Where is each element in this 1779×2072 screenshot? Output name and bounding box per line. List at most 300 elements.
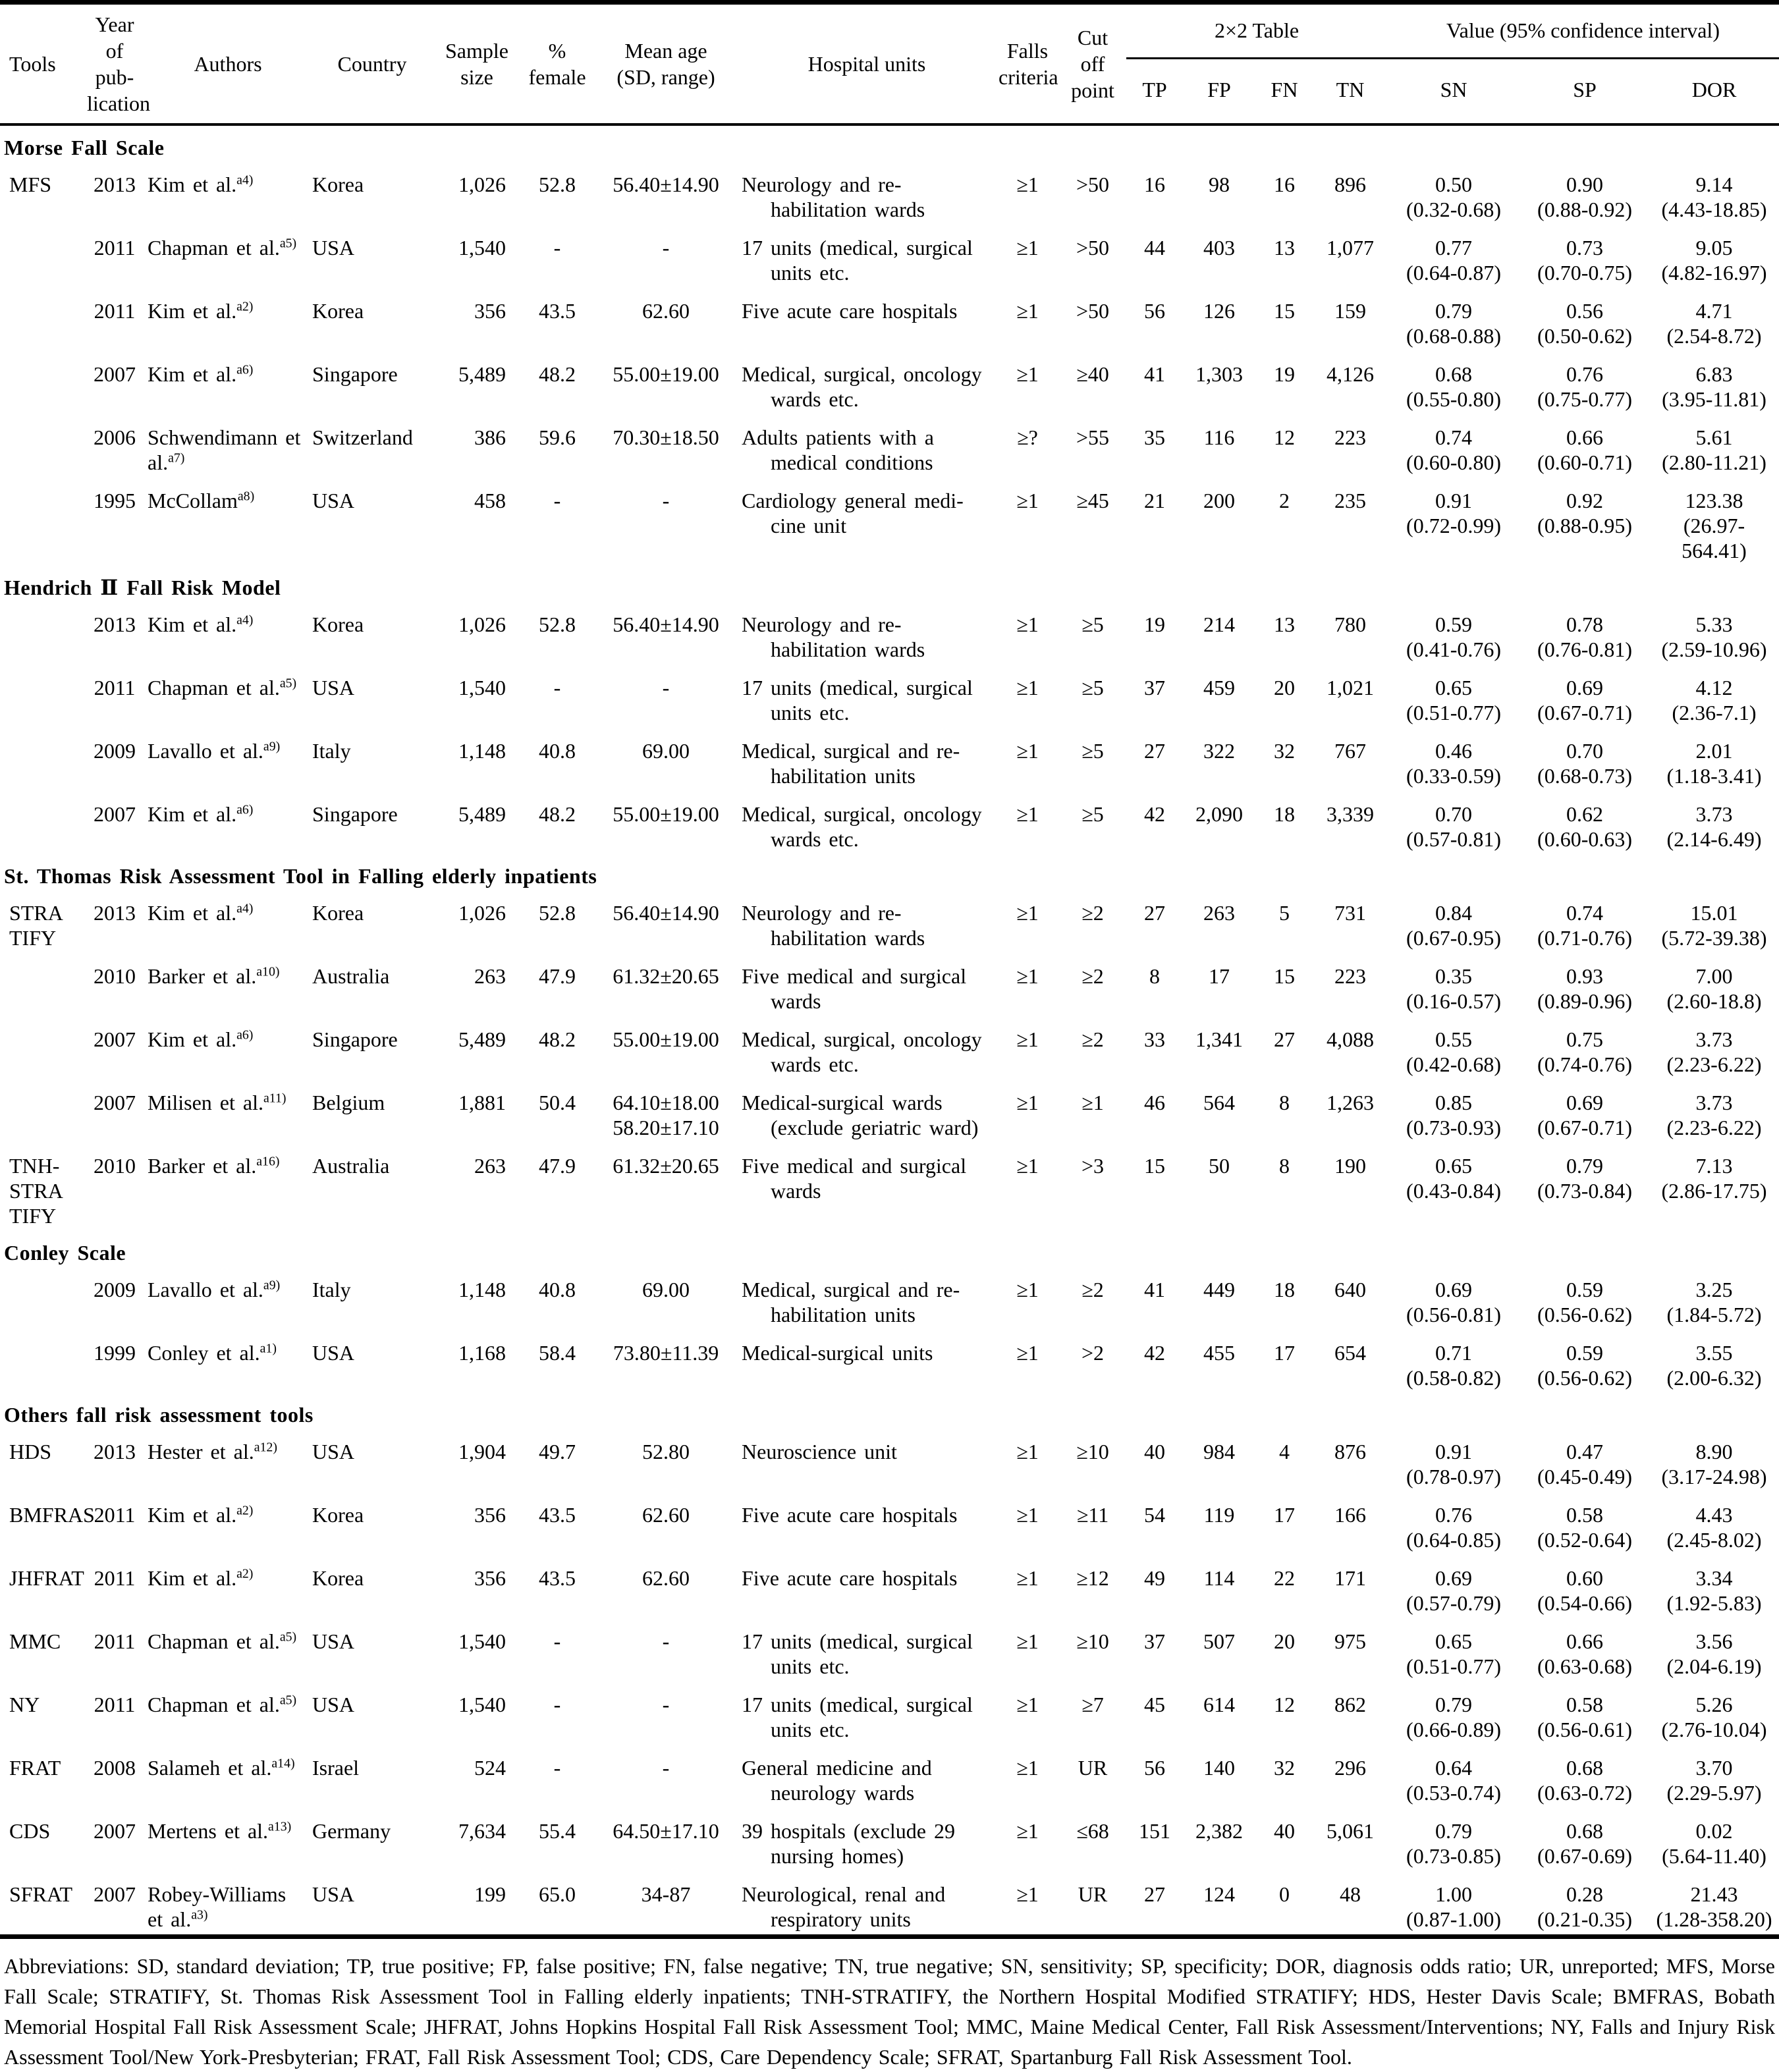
cell-dor: 3.73 (2.23-6.22) [1666, 1027, 1762, 1076]
reference-superscript: a5) [279, 1629, 297, 1645]
table-row [0, 1618, 1779, 1681]
cell-country: USA [312, 1882, 355, 1906]
reference-superscript: a11) [263, 1091, 287, 1106]
cell-country: Germany [312, 1819, 391, 1843]
cell-year: 2011 [94, 1629, 136, 1653]
cell-tn: 1,077 [1327, 236, 1374, 259]
table-row [0, 225, 1779, 288]
cell-mean-age: 34-87 [641, 1882, 691, 1906]
cell-mean-age: - [662, 676, 670, 699]
cell-country: Korea [312, 173, 364, 196]
cell-falls-criteria: ≥1 [1016, 299, 1039, 323]
cell-falls-criteria: ≥1 [1016, 1278, 1039, 1301]
reference-superscript: a13) [268, 1819, 292, 1834]
cell-percent-female: 43.5 [539, 299, 576, 323]
cell-dor: 3.55 (2.00-6.32) [1666, 1341, 1762, 1390]
reference-superscript: a9) [263, 739, 281, 754]
cell-sp: 0.47 (0.45-0.49) [1537, 1440, 1632, 1488]
cell-mean-age: - [662, 489, 670, 512]
cell-authors: Salameh et al.$^{a14)}$ [148, 1756, 295, 1780]
cell-fp: 1,341 [1195, 1027, 1243, 1051]
cell-dor: 8.90 (3.17-24.98) [1661, 1440, 1767, 1488]
cell-cutoff-point: ≥7 [1081, 1693, 1104, 1716]
cell-sp: 0.73 (0.70-0.75) [1537, 236, 1632, 285]
section-title: Others fall risk assessment tools [4, 1403, 314, 1427]
table-row [0, 161, 1779, 225]
cell-fp: 116 [1203, 425, 1235, 449]
cell-year: 1995 [94, 489, 136, 512]
cell-cutoff-point: >3 [1081, 1154, 1105, 1178]
cell-country: Australia [312, 1154, 390, 1178]
cell-tn: 3,339 [1327, 802, 1374, 826]
cell-sp: 0.68 (0.63-0.72) [1537, 1756, 1632, 1805]
cell-cutoff-point: >50 [1076, 299, 1110, 323]
cell-authors: Kim et al.$^{a2)}$ [148, 1503, 254, 1527]
table-row [0, 1267, 1779, 1330]
reference-superscript: a7) [168, 450, 185, 466]
cell-dor: 7.00 (2.60-18.8) [1666, 964, 1762, 1013]
cell-dor: 3.73 (2.14-6.49) [1666, 802, 1762, 851]
cell-sn: 0.79 (0.66-0.89) [1406, 1693, 1501, 1741]
cell-country: USA [312, 489, 355, 512]
cell-mean-age: 62.60 [642, 1566, 690, 1590]
cell-tn: 223 [1334, 425, 1366, 449]
cell-dor: 3.70 (2.29-5.97) [1666, 1756, 1762, 1805]
cell-tp: 54 [1144, 1503, 1165, 1527]
table-row [0, 1492, 1779, 1555]
reference-superscript: a9) [263, 1278, 281, 1293]
cell-sample-size: 1,540 [458, 676, 506, 699]
cell-sp: 0.58 (0.56-0.61) [1537, 1693, 1632, 1741]
cell-country: Italy [312, 739, 351, 763]
cell-year: 2007 [94, 1819, 136, 1843]
cell-cutoff-point: ≥5 [1081, 802, 1104, 826]
cell-sp: 0.93 (0.89-0.96) [1537, 964, 1632, 1013]
cell-cutoff-point: ≥11 [1076, 1503, 1109, 1527]
cell-fp: 984 [1203, 1440, 1235, 1463]
cell-fp: 449 [1203, 1278, 1235, 1301]
cell-fp: 126 [1203, 299, 1235, 323]
cell-tn: 296 [1334, 1756, 1366, 1780]
cell-tn: 235 [1334, 489, 1366, 512]
cell-tp: 41 [1144, 362, 1165, 386]
table-row [0, 791, 1779, 854]
cell-sn: 0.69 (0.57-0.79) [1406, 1566, 1501, 1615]
cell-tool: MMC [9, 1629, 61, 1653]
cell-mean-age: 56.40±14.90 [613, 173, 719, 196]
cell-tn: 780 [1334, 613, 1366, 636]
cell-sp: 0.28 (0.21-0.35) [1537, 1882, 1632, 1931]
col-header-fn: FN [1271, 77, 1298, 101]
cell-sample-size: 524 [474, 1756, 506, 1780]
cell-country: USA [312, 676, 355, 699]
cell-tool [0, 414, 84, 477]
cell-fp: 614 [1203, 1693, 1235, 1716]
cell-fn: 8 [1279, 1091, 1290, 1114]
cell-tool: HDS [9, 1440, 52, 1463]
cell-fn: 12 [1274, 425, 1295, 449]
cell-tool [0, 288, 84, 351]
cell-hospital-units: Medical-surgical wards (exclude geriatric ward) [742, 1091, 979, 1139]
cell-authors: Chapman et al.$^{a5)}$ [148, 236, 297, 259]
cell-falls-criteria: ≥1 [1016, 613, 1039, 636]
cell-tn: 1,263 [1327, 1091, 1374, 1114]
cell-authors: Lavallo et al.$^{a9)}$ [148, 1278, 281, 1301]
cell-tool: FRAT [9, 1756, 61, 1780]
cell-sn: 0.35 (0.16-0.57) [1406, 964, 1501, 1013]
section-row [0, 566, 1779, 601]
cell-sample-size: 458 [474, 489, 506, 512]
cell-sp: 0.90 (0.88-0.92) [1537, 173, 1632, 221]
cell-sp: 0.75 (0.74-0.76) [1537, 1027, 1632, 1076]
cell-mean-age: 70.30±18.50 [613, 425, 719, 449]
cell-fn: 0 [1279, 1882, 1290, 1906]
cell-fn: 12 [1274, 1693, 1295, 1716]
cell-sn: 0.85 (0.73-0.93) [1406, 1091, 1501, 1139]
cell-year: 1999 [94, 1341, 136, 1365]
cell-sample-size: 1,168 [458, 1341, 506, 1365]
cell-hospital-units: Medical, surgical, oncology wards etc. [742, 802, 982, 851]
cell-percent-female: 43.5 [539, 1566, 576, 1590]
cell-cutoff-point: >50 [1076, 173, 1110, 196]
cell-sample-size: 1,026 [458, 901, 506, 925]
cell-cutoff-point: ≥2 [1081, 964, 1104, 988]
cell-cutoff-point: >50 [1076, 236, 1110, 259]
table-row [0, 1871, 1779, 1937]
cell-country: USA [312, 236, 355, 259]
cell-dor: 4.71 (2.54-8.72) [1666, 299, 1762, 348]
cell-tp: 15 [1144, 1154, 1165, 1178]
cell-dor: 9.05 (4.82-16.97) [1661, 236, 1767, 285]
cell-mean-age: 64.50±17.10 [613, 1819, 719, 1843]
cell-sn: 0.74 (0.60-0.80) [1406, 425, 1501, 474]
col-header-hospital-units: Hospital units [807, 52, 926, 76]
cell-tp: 46 [1144, 1091, 1165, 1114]
cell-sp: 0.59 (0.56-0.62) [1537, 1341, 1632, 1390]
cell-percent-female: 52.8 [539, 613, 576, 636]
cell-sample-size: 5,489 [458, 1027, 506, 1051]
cell-tool [0, 477, 84, 566]
cell-hospital-units: Medical, surgical and re- habilitation units [742, 739, 960, 788]
cell-sp: 0.60 (0.54-0.66) [1537, 1566, 1632, 1615]
cell-tn: 975 [1334, 1629, 1366, 1653]
cell-sample-size: 356 [474, 1503, 506, 1527]
cell-dor: 3.56 (2.04-6.19) [1666, 1629, 1762, 1678]
cell-hospital-units: Five acute care hospitals [742, 299, 958, 323]
cell-mean-age: 56.40±14.90 [613, 901, 719, 925]
cell-fn: 32 [1274, 739, 1295, 763]
table-row [0, 477, 1779, 566]
cell-year: 2013 [94, 901, 136, 925]
cell-authors: Schwendimann et al.$^{a7)}$ [148, 425, 301, 474]
cell-mean-age: - [662, 1629, 670, 1653]
cell-authors: McCollam$^{a8)}$ [148, 489, 255, 512]
cell-fn: 5 [1279, 901, 1290, 925]
cell-cutoff-point: ≤68 [1076, 1819, 1109, 1843]
cell-authors: Kim et al.$^{a4)}$ [148, 613, 254, 636]
cell-country: Korea [312, 1566, 364, 1590]
cell-fp: 214 [1203, 613, 1235, 636]
cell-percent-female: 58.4 [539, 1341, 576, 1365]
cell-percent-female: 52.8 [539, 173, 576, 196]
reference-superscript: a6) [236, 1027, 254, 1043]
cell-fp: 1,303 [1195, 362, 1243, 386]
cell-year: 2009 [94, 1278, 136, 1301]
cell-percent-female: 59.6 [539, 425, 576, 449]
table-row [0, 288, 1779, 351]
footnote: Abbreviations: SD, standard deviation; TP, true positive; FP, false positive; FN, false negative; TN, true negative; SN, sensitivity; SP, specificity; DOR, diagnosis odds ratio; UR, unreported; MFS, Morse Fall Scale; STRATIFY, St. Thomas Risk Assessment Tool in Falling elderly inpatients; TNH-STRATIFY, the Northern Hospital Modified STRATIFY; HDS, Hester Davis Scale; BMFRAS, Bobath Memorial Hospital Fall Risk Assessment Scale; JHFRAT, Johns Hopkins Hospital Fall Risk Assessment Tool; MMC, Maine Medical Center, Fall Risk Assessment/Interventions; NY, Falls and Injury Risk Assessment Tool/New York-Presbyterian; FRAT, Fall Risk Assessment Tool; CDS, Care Dependency Scale; SFRAT, Spartanburg Fall Risk Assessment Tool. [4, 1954, 1775, 2069]
cell-sn: 0.69 (0.56-0.81) [1406, 1278, 1501, 1326]
col-header-cutoff-point: Cut off point [1071, 26, 1114, 102]
cell-fp: 119 [1203, 1503, 1235, 1527]
cell-authors: Kim et al.$^{a4)}$ [148, 901, 254, 925]
cell-tn: 654 [1334, 1341, 1366, 1365]
cell-falls-criteria: ≥1 [1016, 964, 1039, 988]
cell-dor: 5.33 (2.59-10.96) [1661, 613, 1767, 661]
cell-fn: 17 [1274, 1341, 1295, 1365]
cell-authors: Milisen et al.$^{a11)}$ [148, 1091, 287, 1114]
cell-year: 2013 [94, 613, 136, 636]
cell-tp: 41 [1144, 1278, 1165, 1301]
cell-falls-criteria: ≥1 [1016, 1566, 1039, 1590]
cell-tool: SFRAT [9, 1882, 73, 1906]
cell-sample-size: 356 [474, 1566, 506, 1590]
cell-dor: 3.34 (1.92-5.83) [1666, 1566, 1762, 1615]
cell-year: 2010 [94, 964, 136, 988]
cell-year: 2011 [94, 1566, 136, 1590]
cell-cutoff-point: UR [1078, 1756, 1108, 1780]
cell-tn: 640 [1334, 1278, 1366, 1301]
cell-sn: 0.65 (0.43-0.84) [1406, 1154, 1501, 1203]
cell-sample-size: 1,148 [458, 1278, 506, 1301]
cell-cutoff-point: ≥5 [1081, 739, 1104, 763]
cell-tp: 45 [1144, 1693, 1165, 1716]
cell-percent-female: 48.2 [539, 1027, 576, 1051]
cell-mean-age: 61.32±20.65 [613, 1154, 719, 1178]
cell-cutoff-point: ≥40 [1076, 362, 1109, 386]
cell-hospital-units: Medical, surgical, oncology wards etc. [742, 1027, 982, 1076]
cell-sample-size: 1,026 [458, 173, 506, 196]
reference-superscript: a4) [236, 173, 254, 188]
cell-tp: 37 [1144, 676, 1165, 699]
cell-fn: 17 [1274, 1503, 1295, 1527]
cell-year: 2007 [94, 362, 136, 386]
cell-fn: 18 [1274, 802, 1295, 826]
cell-hospital-units: Five medical and surgical wards [742, 1154, 967, 1203]
col-header-country: Country [337, 52, 407, 76]
cell-tn: 876 [1334, 1440, 1366, 1463]
cell-fp: 200 [1203, 489, 1235, 512]
cell-hospital-units: Cardiology general medi- cine unit [742, 489, 964, 537]
cell-tool [0, 225, 84, 288]
cell-tp: 56 [1144, 1756, 1165, 1780]
cell-tool: BMFRAS [9, 1503, 95, 1527]
cell-falls-criteria: ≥1 [1016, 1819, 1039, 1843]
cell-sample-size: 5,489 [458, 802, 506, 826]
cell-year: 2011 [94, 236, 136, 259]
cell-tp: 21 [1144, 489, 1165, 512]
reference-superscript: a14) [271, 1756, 295, 1771]
cell-sample-size: 1,540 [458, 236, 506, 259]
cell-year: 2007 [94, 1027, 136, 1051]
cell-country: Korea [312, 901, 364, 925]
cell-country: USA [312, 1341, 355, 1365]
cell-cutoff-point: ≥1 [1081, 1091, 1104, 1114]
cell-sample-size: 263 [474, 1154, 506, 1178]
cell-year: 2008 [94, 1756, 136, 1780]
cell-tool [0, 1330, 84, 1393]
table-row [0, 1555, 1779, 1618]
section-row [0, 1231, 1779, 1267]
cell-fp: 403 [1203, 236, 1235, 259]
cell-tp: 27 [1144, 1882, 1165, 1906]
cell-authors: Kim et al.$^{a6)}$ [148, 1027, 254, 1051]
cell-fp: 124 [1203, 1882, 1235, 1906]
cell-sample-size: 1,904 [458, 1440, 506, 1463]
cell-dor: 6.83 (3.95-11.81) [1662, 362, 1766, 411]
reference-superscript: a2) [236, 1503, 254, 1518]
cell-fn: 20 [1274, 676, 1295, 699]
cell-tool [0, 601, 84, 665]
cell-tn: 896 [1334, 173, 1366, 196]
cell-year: 2007 [94, 802, 136, 826]
cell-sn: 0.71 (0.58-0.82) [1406, 1341, 1501, 1390]
cell-sample-size: 1,026 [458, 613, 506, 636]
cell-fn: 13 [1274, 236, 1295, 259]
cell-dor: 4.43 (2.45-8.02) [1666, 1503, 1762, 1552]
col-header-sp: SP [1573, 77, 1597, 101]
cell-tool [0, 665, 84, 728]
cell-sn: 0.91 (0.78-0.97) [1406, 1440, 1501, 1488]
cell-mean-age: 55.00±19.00 [613, 802, 719, 826]
cell-country: Switzerland [312, 425, 413, 449]
cell-mean-age: - [662, 236, 670, 259]
cell-tp: 42 [1144, 802, 1165, 826]
col-header-tp: TP [1142, 77, 1167, 101]
cell-sp: 0.58 (0.52-0.64) [1537, 1503, 1632, 1552]
cell-fp: 2,090 [1195, 802, 1243, 826]
cell-falls-criteria: ≥1 [1016, 802, 1039, 826]
section-title: Hendrich Ⅱ Fall Risk Model [4, 576, 281, 599]
cell-country: Singapore [312, 362, 398, 386]
cell-mean-age: 61.32±20.65 [613, 964, 719, 988]
cell-sn: 0.50 (0.32-0.68) [1406, 173, 1501, 221]
reference-superscript: a8) [237, 489, 255, 504]
cell-dor: 21.43 (1.28-358.20) [1656, 1882, 1772, 1931]
cell-fp: 114 [1203, 1566, 1235, 1590]
cell-tp: 37 [1144, 1629, 1165, 1653]
table-row [0, 1079, 1779, 1143]
cell-tn: 223 [1334, 964, 1366, 988]
cell-tool [0, 1016, 84, 1079]
cell-falls-criteria: ≥1 [1016, 173, 1039, 196]
cell-fp: 17 [1209, 964, 1230, 988]
cell-cutoff-point: ≥2 [1081, 901, 1104, 925]
cell-percent-female: 55.4 [539, 1819, 576, 1843]
cell-falls-criteria: ≥? [1017, 425, 1038, 449]
cell-sn: 0.59 (0.41-0.76) [1406, 613, 1501, 661]
reference-superscript: a4) [236, 613, 254, 628]
cell-tool: STRA TIFY [9, 901, 63, 950]
cell-country: Singapore [312, 1027, 398, 1051]
table-row [0, 1745, 1779, 1808]
cell-sn: 0.64 (0.53-0.74) [1406, 1756, 1501, 1805]
cell-authors: Kim et al.$^{a2)}$ [148, 299, 254, 323]
cell-dor: 3.25 (1.84-5.72) [1666, 1278, 1762, 1326]
cell-percent-female: 47.9 [539, 964, 576, 988]
cell-fn: 4 [1279, 1440, 1290, 1463]
cell-fp: 322 [1203, 739, 1235, 763]
cell-tn: 166 [1334, 1503, 1366, 1527]
reference-superscript: a1) [260, 1341, 277, 1356]
cell-sp: 0.69 (0.67-0.71) [1537, 1091, 1632, 1139]
cell-mean-age: 56.40±14.90 [613, 613, 719, 636]
cell-sn: 0.79 (0.73-0.85) [1406, 1819, 1501, 1868]
cell-hospital-units: 17 units (medical, surgical units etc. [742, 1629, 973, 1678]
cell-tool: JHFRAT [9, 1566, 84, 1590]
cell-fn: 19 [1274, 362, 1295, 386]
section-row [0, 124, 1779, 161]
cell-sn: 1.00 (0.87-1.00) [1406, 1882, 1501, 1931]
cell-dor: 15.01 (5.72-39.38) [1661, 901, 1767, 950]
cell-dor: 9.14 (4.43-18.85) [1661, 173, 1767, 221]
cell-country: Korea [312, 613, 364, 636]
cell-year: 2013 [94, 173, 136, 196]
cell-percent-female: 43.5 [539, 1503, 576, 1527]
reference-superscript: a12) [254, 1440, 277, 1455]
cell-hospital-units: 17 units (medical, surgical units etc. [742, 236, 973, 285]
cell-tp: 33 [1144, 1027, 1165, 1051]
table-row [0, 1016, 1779, 1079]
cell-fn: 8 [1279, 1154, 1290, 1178]
table-row [0, 890, 1779, 953]
cell-country: USA [312, 1440, 355, 1463]
cell-country: Korea [312, 299, 364, 323]
cell-sample-size: 356 [474, 299, 506, 323]
cell-sn: 0.91 (0.72-0.99) [1406, 489, 1501, 537]
cell-percent-female: - [553, 1629, 561, 1653]
cell-hospital-units: General medicine and neurology wards [742, 1756, 932, 1805]
reference-superscript: a6) [236, 802, 254, 817]
cell-hospital-units: Neurological, renal and respiratory units [742, 1882, 946, 1931]
cell-tp: 35 [1144, 425, 1165, 449]
cell-country: Belgium [312, 1091, 385, 1114]
cell-percent-female: - [553, 1756, 561, 1780]
cell-sample-size: 5,489 [458, 362, 506, 386]
cell-hospital-units: Five acute care hospitals [742, 1566, 958, 1590]
cell-sp: 0.62 (0.60-0.63) [1537, 802, 1632, 851]
cell-falls-criteria: ≥1 [1016, 1341, 1039, 1365]
cell-tool: MFS [9, 173, 52, 196]
cell-hospital-units: Neurology and re- habilitation wards [742, 173, 925, 221]
cell-dor: 0.02 (5.64-11.40) [1662, 1819, 1766, 1868]
reference-superscript: a16) [256, 1154, 280, 1169]
cell-percent-female: - [553, 676, 561, 699]
cell-tp: 40 [1144, 1440, 1165, 1463]
cell-sn: 0.68 (0.55-0.80) [1406, 362, 1501, 411]
cell-tn: 159 [1334, 299, 1366, 323]
cell-sample-size: 1,540 [458, 1693, 506, 1716]
reference-superscript: a10) [256, 964, 280, 979]
cell-tp: 151 [1139, 1819, 1170, 1843]
cell-tn: 5,061 [1327, 1819, 1374, 1843]
col-header-year: Year of pub- lication [87, 13, 150, 115]
cell-cutoff-point: ≥2 [1081, 1278, 1104, 1301]
cell-cutoff-point: ≥10 [1076, 1440, 1109, 1463]
cell-fn: 2 [1279, 489, 1290, 512]
cell-percent-female: - [553, 1693, 561, 1716]
cell-fp: 98 [1209, 173, 1230, 196]
